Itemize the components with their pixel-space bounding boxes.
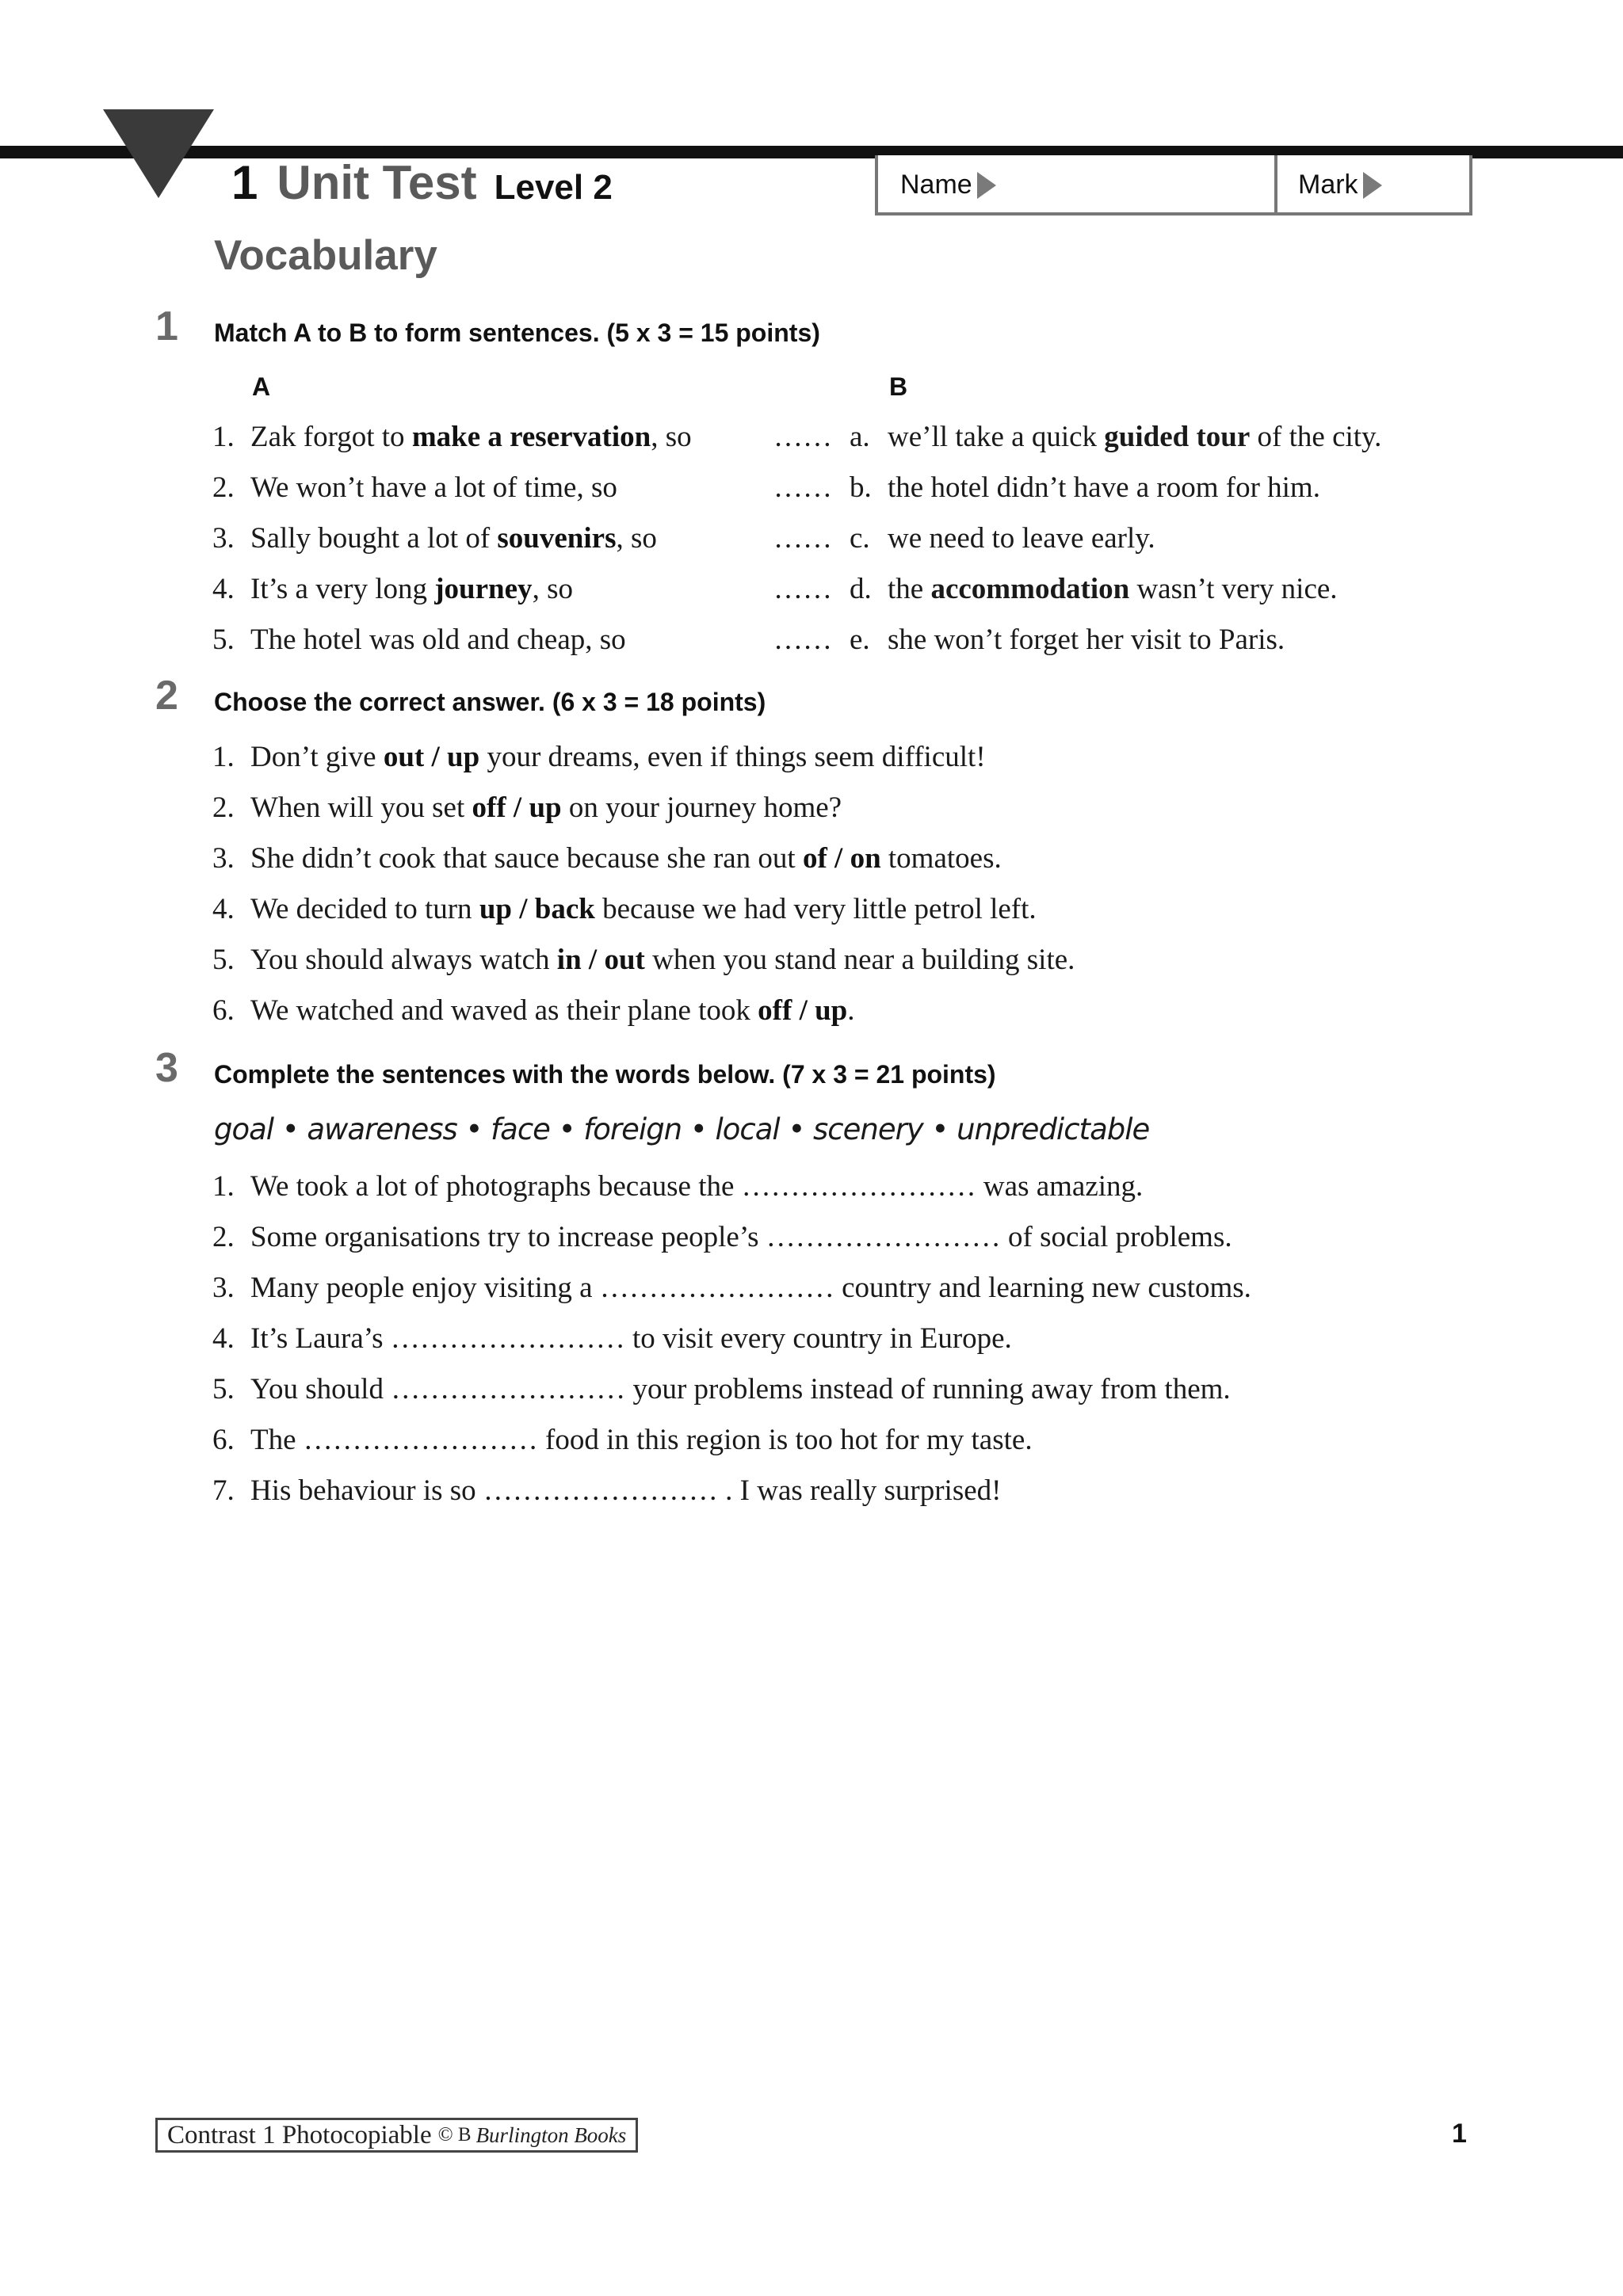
choice-option[interactable]: of (802, 842, 827, 875)
match-item-a-3: 3. Sally bought a lot of souvenirs, so (212, 522, 657, 555)
mark-field[interactable] (1298, 170, 1382, 200)
gap-fill-item-1: 1. We took a lot of photographs because the …………………… was amazing. (212, 1170, 1144, 1203)
name-mark-divider (1274, 155, 1277, 212)
choice-item-5: 5. You should always watch in / out when you stand near a building site. (212, 944, 1075, 976)
gap-fill-item-5: 5. You should …………………… your problems instead of running away from them. (212, 1373, 1231, 1405)
answer-blank-1[interactable]: …… (773, 421, 832, 453)
choice-item-1: 1. Don’t give out / up your dreams, even if things seem difficult! (212, 741, 986, 773)
column-a-header: A (252, 372, 271, 401)
match-item-b-d: d. the accommodation wasn’t very nice. (850, 573, 1338, 605)
level-label: Level 2 (494, 168, 613, 207)
footer-copyright-box (155, 2118, 638, 2153)
exercise-3-number: 3 (155, 1045, 178, 1091)
exercise-3-instruction: Complete the sentences with the words below. (7 x 3 = 21 points) (214, 1060, 996, 1089)
answer-blank-5[interactable]: …… (773, 624, 832, 656)
gap-fill-item-7: 7. His behaviour is so …………………… . I was really surprised! (212, 1474, 1002, 1507)
choice-option[interactable]: in (556, 944, 582, 976)
unit-title: Unit Test (277, 156, 477, 209)
choice-option[interactable]: up (815, 994, 848, 1027)
match-item-a-2: 2. We won’t have a lot of time, so (212, 471, 617, 504)
match-item-b-b: b. the hotel didn’t have a room for him. (850, 471, 1320, 504)
footer-book-title: Contrast 1 Photocopiable (167, 2120, 432, 2149)
choice-item-2: 2. When will you set off / up on your journey home? (212, 791, 842, 824)
gap-fill-item-2: 2. Some organisations try to increase people’s …………………… of social problems. (212, 1221, 1232, 1253)
answer-blank-2[interactable]: …… (773, 471, 832, 504)
choice-option[interactable]: out (383, 741, 425, 773)
choice-item-6: 6. We watched and waved as their plane took off / up. (212, 994, 855, 1027)
word-bank: goal • awareness • face • foreign • local • scenery • unpredictable (214, 1112, 1150, 1146)
match-item-b-c: c. we need to leave early. (850, 522, 1155, 555)
choice-item-4: 4. We decided to turn up / back because we had very little petrol left. (212, 893, 1037, 925)
choice-option[interactable]: back (534, 893, 595, 925)
choice-item-3: 3. She didn’t cook that sauce because she ran out of / on tomatoes. (212, 842, 1002, 875)
name-mark-box (875, 155, 1472, 215)
column-b-header: B (889, 372, 908, 401)
gap-fill-item-6: 6. The …………………… food in this region is too hot for my taste. (212, 1424, 1033, 1456)
choice-option[interactable]: up (479, 893, 512, 925)
page-title (231, 155, 613, 210)
choice-option[interactable]: off (472, 791, 506, 824)
corner-triangle-icon (103, 109, 214, 198)
gap-fill-item-3: 3. Many people enjoy visiting a …………………… country and learning new customs. (212, 1272, 1251, 1304)
match-item-b-a: a. we’ll take a quick guided tour of the city. (850, 421, 1382, 453)
exercise-1-instruction: Match A to B to form sentences. (5 x 3 = 15 points) (214, 318, 820, 347)
choice-option[interactable]: up (529, 791, 562, 824)
match-item-a-1: 1. Zak forgot to make a reservation, so (212, 421, 692, 453)
page-number: 1 (1452, 2119, 1467, 2149)
choice-option[interactable]: off (758, 994, 792, 1027)
exercise-1-number: 1 (155, 303, 178, 349)
answer-blank-4[interactable]: …… (773, 573, 832, 605)
name-arrow-icon (977, 172, 996, 199)
choice-option[interactable]: up (447, 741, 480, 773)
answer-blank-3[interactable]: …… (773, 522, 832, 555)
footer-publisher: Burlington Books (475, 2122, 627, 2147)
mark-label: Mark (1298, 170, 1358, 200)
exercise-2-number: 2 (155, 673, 178, 719)
choice-option[interactable]: out (604, 944, 645, 976)
unit-number: 1 (231, 156, 258, 209)
gap-fill-item-4: 4. It’s Laura’s …………………… to visit every country in Europe. (212, 1322, 1012, 1355)
match-item-a-4: 4. It’s a very long journey, so (212, 573, 573, 605)
choice-option[interactable]: on (850, 842, 881, 875)
exercise-2-instruction: Choose the correct answer. (6 x 3 = 18 points) (214, 688, 766, 716)
name-label: Name (900, 170, 972, 200)
section-title: Vocabulary (214, 232, 437, 279)
name-field[interactable] (900, 170, 996, 200)
footer-copyright-mark: © B (437, 2124, 472, 2145)
mark-arrow-icon (1363, 172, 1382, 199)
match-item-a-5: 5. The hotel was old and cheap, so (212, 624, 626, 656)
match-item-b-e: e. she won’t forget her visit to Paris. (850, 624, 1285, 656)
